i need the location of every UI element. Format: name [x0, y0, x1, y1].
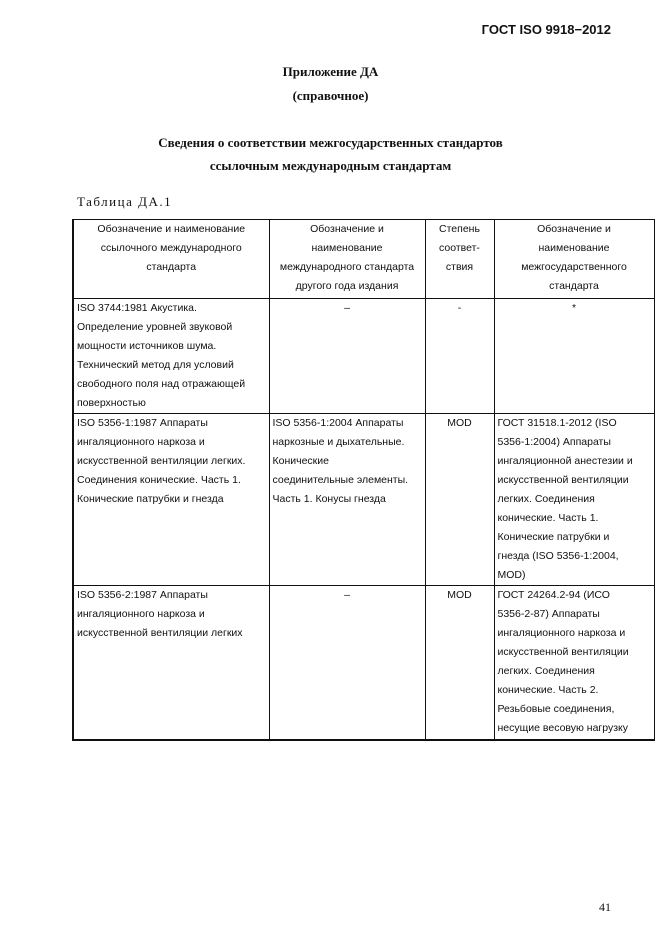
table-cell: ISO 5356-1:1987 Аппараты ингаляционного наркоза и искусственной вентиляции легких. Соединения конические. Часть 1. Конические патрубки и гнезда: [73, 414, 269, 586]
correspondence-table: [72, 219, 655, 741]
table-label: Таблица ДА.1: [77, 194, 173, 209]
table-cell: -: [425, 299, 494, 414]
document-code: ГОСТ ISO 9918−2012: [481, 22, 611, 37]
table-row: [73, 586, 654, 741]
table-row: [73, 299, 654, 414]
table-cell: MOD: [425, 414, 494, 586]
section-title-line2: ссылочным международным стандартам: [209, 158, 452, 173]
table-cell: ГОСТ 31518.1-2012 (ISO 5356-1:2004) Аппараты ингаляционной анестезии и искусственной вентиляции легких. Соединения конические. Часть 1. Конические патрубки и гнезда (ISO 5356-1:2004, MOD): [494, 414, 654, 586]
table-header-row: [73, 220, 654, 299]
table-cell: ISO 3744:1981 Акустика. Определение уровней звуковой мощности источников шума. Технический метод для условий свободного поля над отражающей поверхностью: [73, 299, 269, 414]
table-row: [73, 414, 654, 586]
header-cell: Степень соответ- ствия: [425, 220, 494, 299]
table-cell: ISO 5356-2:1987 Аппараты ингаляционного наркоза и искусственной вентиляции легких: [73, 586, 269, 741]
annex-subtitle: (справочное): [292, 88, 369, 103]
header-cell: Обозначение и наименование международного стандарта другого года издания: [269, 220, 425, 299]
section-title-line1: Сведения о соответствии межгосударственных стандартов: [158, 135, 503, 150]
table-cell: *: [494, 299, 654, 414]
table-cell: MOD: [425, 586, 494, 741]
table-cell: –: [269, 586, 425, 741]
table-cell: ГОСТ 24264.2-94 (ИСО 5356-2-87) Аппараты ингаляционного наркоза и искусственной вентиляции легких. Соединения конические. Часть 2. Резьбовые соединения, несущие весовую нагрузку: [494, 586, 654, 741]
page-number: 41: [599, 900, 611, 914]
table-cell: ISO 5356-1:2004 Аппараты наркозные и дыхательные. Конические соединительные элементы. Часть 1. Конусы гнезда: [269, 414, 425, 586]
table-cell: –: [269, 299, 425, 414]
header-cell: Обозначение и наименование межгосударственного стандарта: [494, 220, 654, 299]
annex-title: Приложение ДА: [282, 64, 379, 79]
header-cell: Обозначение и наименование ссылочного международного стандарта: [73, 220, 269, 299]
